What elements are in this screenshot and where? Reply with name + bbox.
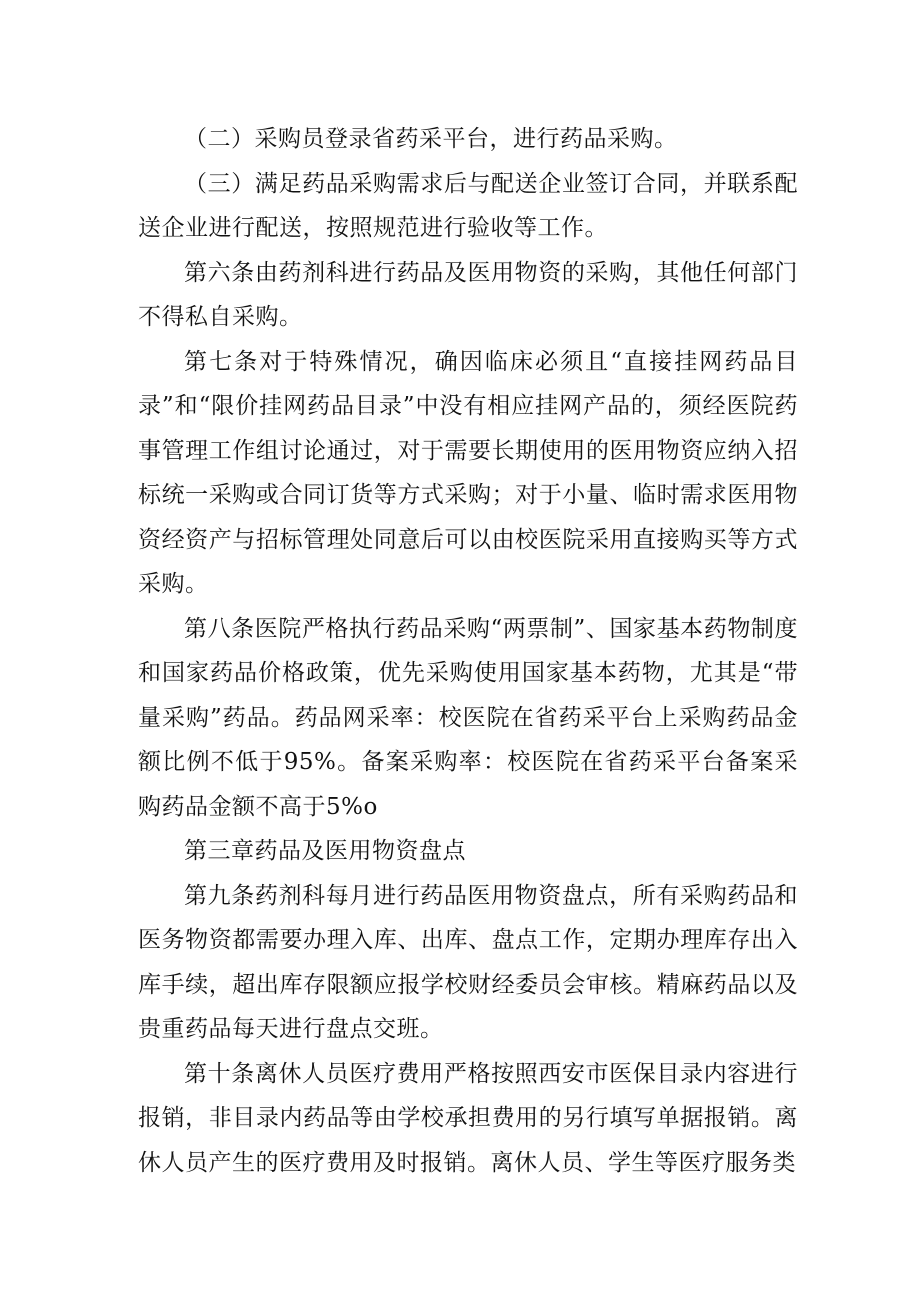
paragraph-contract-delivery: （三）满足药品采购需求后与配送企业签订合同，并联系配送企业进行配送，按照规范进行验收等工作。: [138, 170, 798, 241]
paragraph-procurement-login: （二）采购员登录省药采平台，进行药品采购。: [184, 126, 678, 152]
document-body: [138, 117, 798, 1185]
paragraph-article-9: 第九条药剂科每月进行药品医用物资盘点，所有采购药品和医务物资都需要办理入库、出库、盘点工作，定期办理库存出入库手续，超出库存限额应报学校财经委员会审核。精麻药品以及贵重药品每天进行盘点交班。: [138, 882, 798, 1042]
paragraph-article-7: 第七条对于特殊情况，确因临床必须且“直接挂网药品目录”和“限价挂网药品目录”中没有相应挂网产品的，须经医院药事管理工作组讨论通过，对于需要长期使用的医用物资应纳入招标统一采购或合同订货等方式采购；对于小量、临时需求医用物资经资产与招标管理处同意后可以由校医院采用直接购买等方式采购。: [138, 348, 798, 597]
chapter-3-heading: 第三章药品及医用物资盘点: [184, 838, 466, 864]
paragraph-article-8: 第八条医院严格执行药品采购“两票制”、国家基本药物制度和国家药品价格政策，优先采购使用国家基本药物，尤其是“带量采购”药品。药品网采率：校医院在省药采平台上采购药品金额比例不低于95%。备案采购率：校医院在省药采平台备案采购药品金额不高于5%o: [138, 615, 798, 820]
paragraph-article-10: 第十条离休人员医疗费用严格按照西安市医保目录内容进行报销，非目录内药品等由学校承担费用的另行填写单据报销。离休人员产生的医疗费用及时报销。离休人员、学生等医疗服务类: [138, 1060, 798, 1176]
paragraph-article-6: 第六条由药剂科进行药品及医用物资的采购，其他任何部门不得私自采购。: [138, 259, 798, 330]
